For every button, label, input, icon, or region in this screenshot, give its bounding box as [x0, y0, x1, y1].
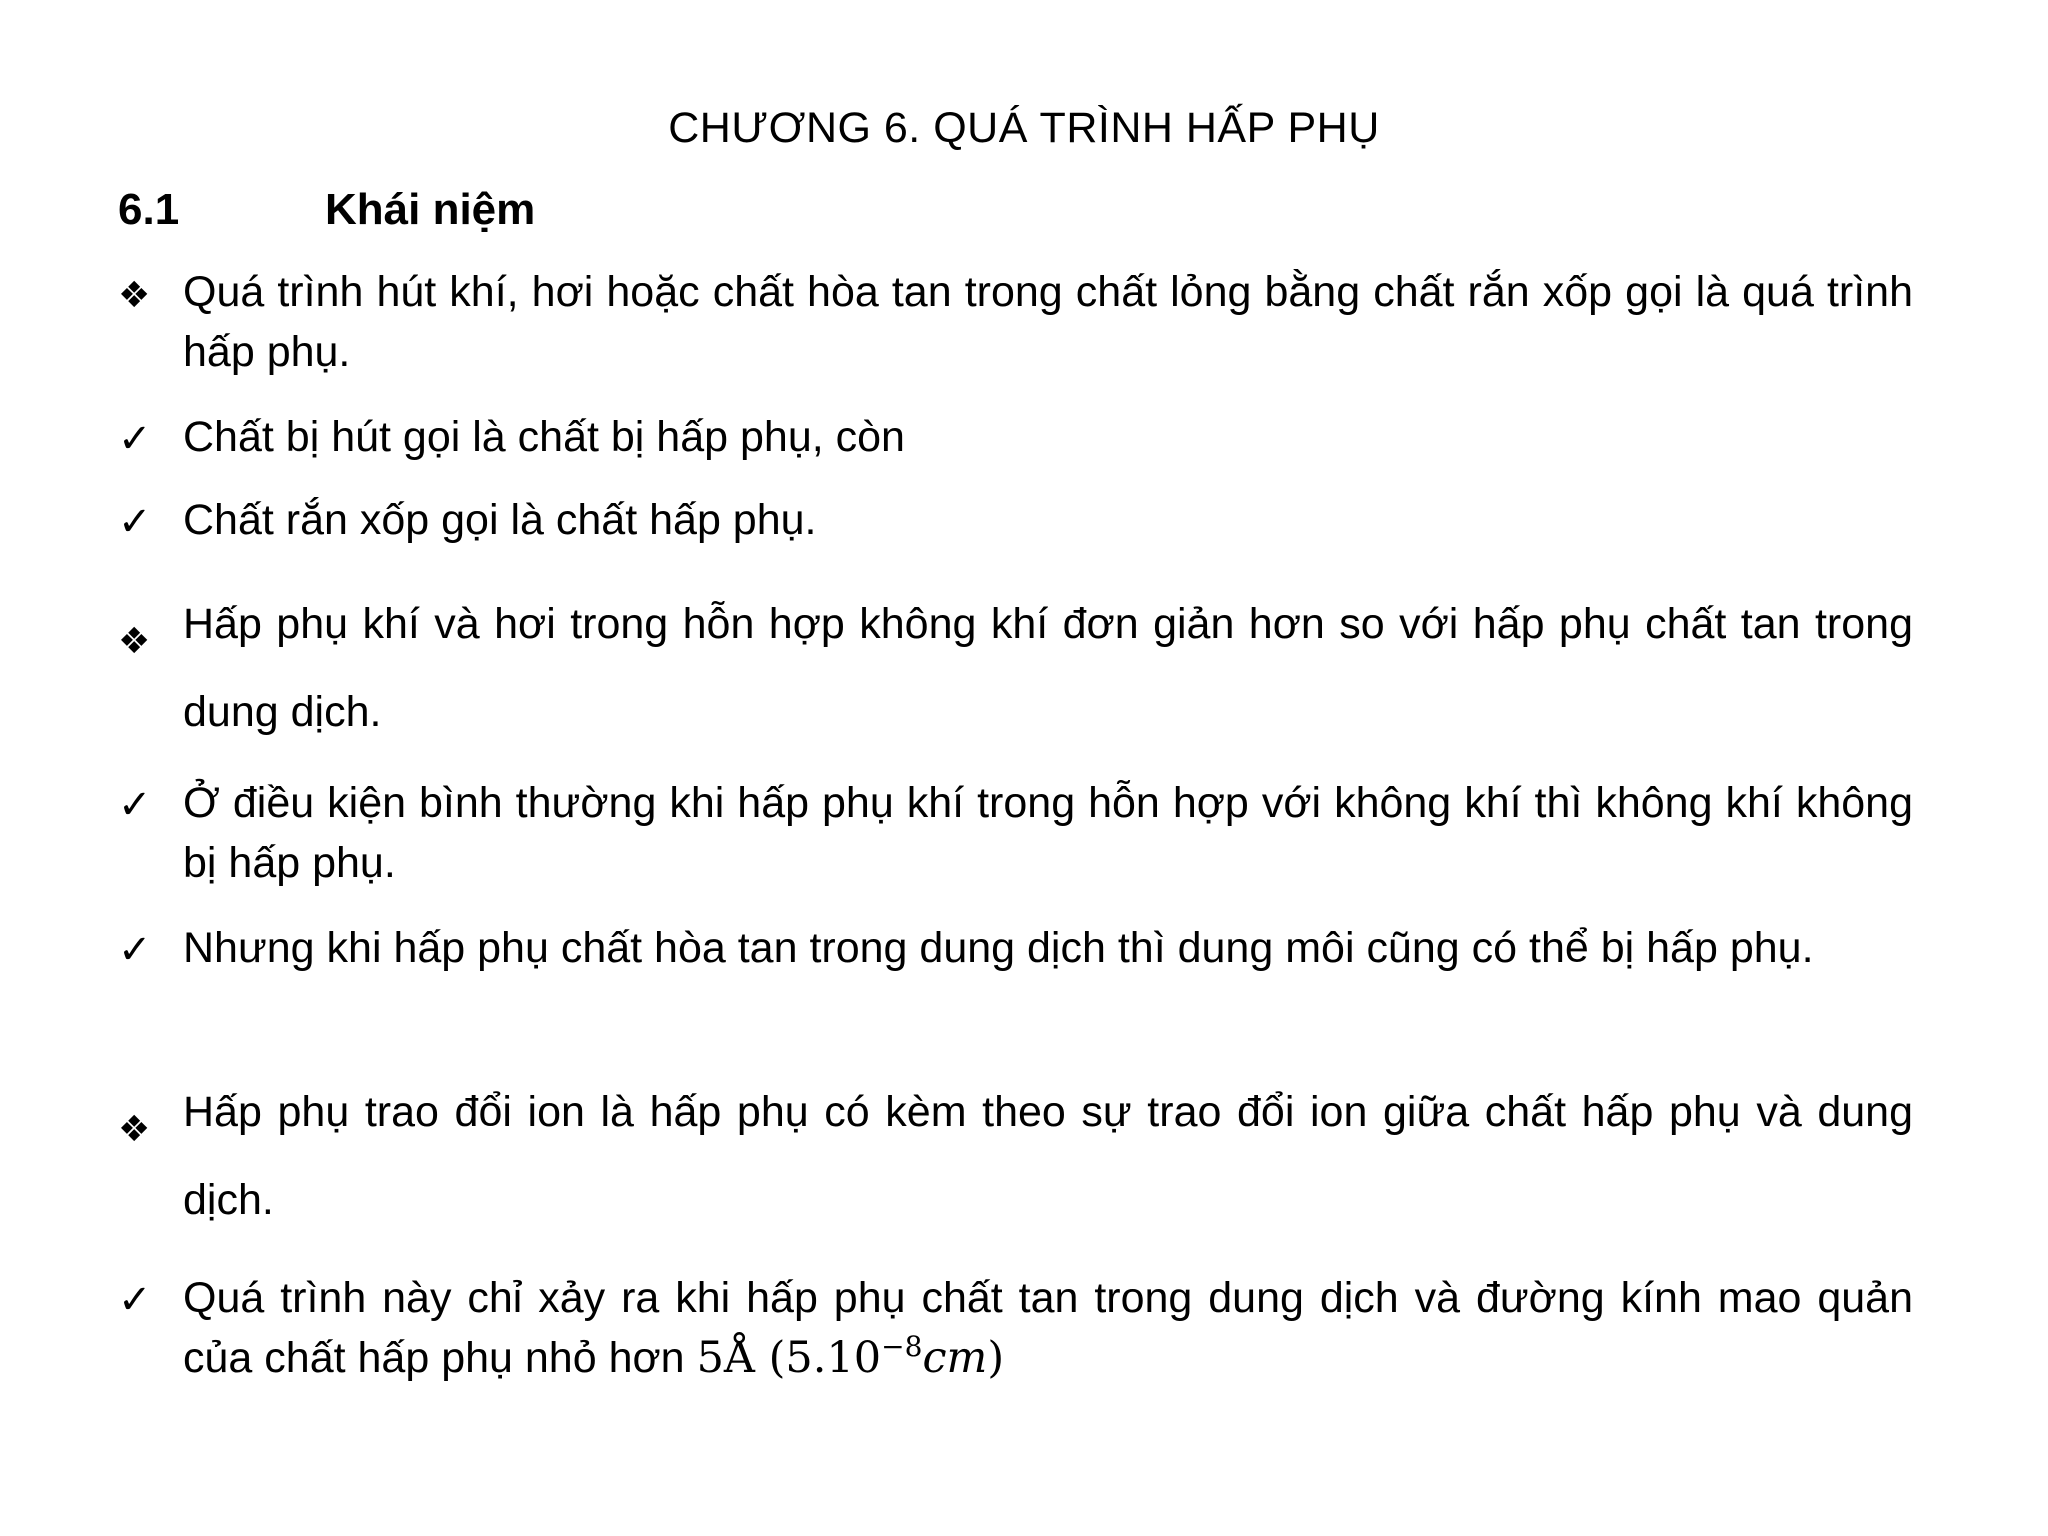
list-item [118, 1068, 1913, 1244]
section-title: Khái niệm [325, 185, 536, 234]
check-bullet-icon: ✓ [118, 416, 152, 462]
formula [696, 1330, 1005, 1383]
list-item-text: Ở điều kiện bình thường khi hấp phụ khí trong hỗn hợp với không khí thì không khí không bị hấp phụ. [183, 779, 1913, 887]
diamond-bullet-icon: ❖ [118, 621, 151, 662]
list-item-text: Hấp phụ trao đổi ion là hấp phụ có kèm theo sự trao đổi ion giữa chất hấp phụ và dung dịch. [183, 1088, 1913, 1224]
section-heading [118, 180, 535, 240]
list-item-text: Chất bị hút gọi là chất bị hấp phụ, còn [183, 413, 905, 461]
list-item [118, 773, 1913, 893]
page-title: CHƯƠNG 6. QUÁ TRÌNH HẤP PHỤ [668, 104, 1380, 152]
check-bullet-icon: ✓ [118, 499, 152, 545]
check-bullet-icon: ✓ [118, 927, 152, 973]
list-item-text: Nhưng khi hấp phụ chất hòa tan trong dung dịch thì dung môi cũng có thể bị hấp phụ. [183, 924, 1814, 972]
check-bullet-icon: ✓ [118, 782, 152, 828]
diamond-bullet-icon: ❖ [118, 1109, 151, 1150]
list-item-text [183, 1268, 1913, 1388]
list-item-text: Chất rắn xốp gọi là chất hấp phụ. [183, 496, 817, 544]
list-item [118, 1268, 1913, 1388]
list-item [118, 580, 1913, 756]
diamond-bullet-icon: ❖ [118, 275, 151, 316]
formula-close: ) [987, 1333, 1005, 1383]
formula-unit: cm [922, 1333, 988, 1383]
list-item-text: Hấp phụ khí và hơi trong hỗn hợp không khí đơn giản hơn so với hấp phụ chất tan trong dung dịch. [183, 600, 1913, 736]
check-bullet-icon: ✓ [118, 1277, 152, 1323]
list-item [118, 490, 1913, 550]
list-item [118, 407, 1913, 467]
section-number: 6.1 [118, 185, 180, 234]
list-item [118, 262, 1913, 382]
formula-exponent: −8 [881, 1330, 923, 1363]
formula-value: 5Å (5.10 [696, 1333, 882, 1383]
list-item-text: Quá trình hút khí, hơi hoặc chất hòa tan trong chất lỏng bằng chất rắn xốp gọi là quá trình hấp phụ. [183, 268, 1913, 376]
list-item-text-body: Quá trình này chỉ xảy ra khi hấp phụ chất tan trong dung dịch và đường kính mao quản của chất hấp phụ nhỏ hơn [183, 1274, 1913, 1382]
list-item [118, 918, 1913, 978]
